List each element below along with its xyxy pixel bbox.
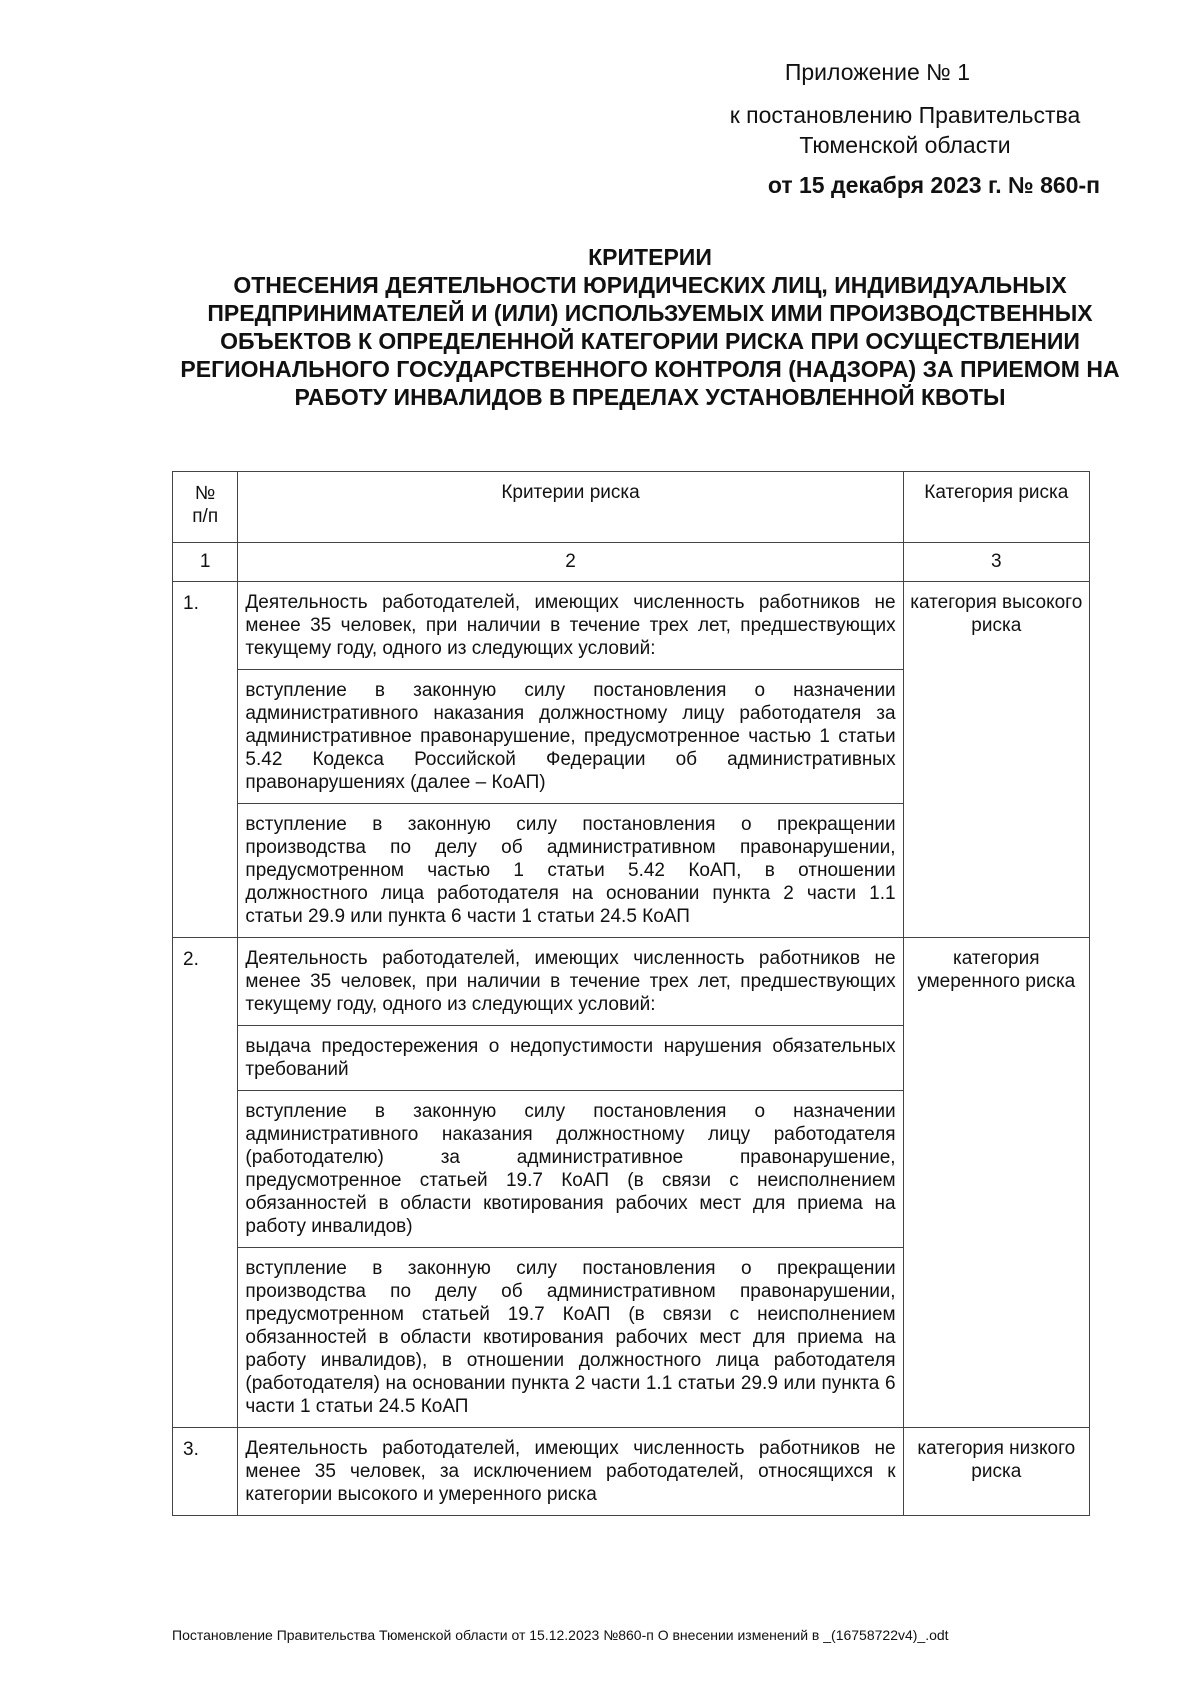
risk-category-cell: категория низкого риска bbox=[903, 1428, 1089, 1516]
table-row bbox=[173, 938, 1090, 1026]
criteria-cell: вступление в законную силу постановления о назначении административного наказания должностному лицу работодателя (работодателю) за административное правонарушение, предусмотренное статьей 19.7 КоАП (в связи с неисполнением обязанностей в области квотирования рабочих мест для приема на работу инвалидов) bbox=[238, 1091, 903, 1248]
document-title bbox=[150, 243, 1150, 411]
column-number-row bbox=[173, 543, 1090, 582]
document-footer: Постановление Правительства Тюменской области от 15.12.2023 №860-п О внесении изменений в _(16758722v4)_.odt bbox=[172, 1627, 949, 1643]
risk-category-cell: категория умеренного риска bbox=[903, 938, 1089, 1428]
criteria-cell: вступление в законную силу постановления о назначении административного наказания должностному лицу работодателя за административное правонарушение, предусмотренное частью 1 статьи 5.42 Кодекса Российской Федерации об административных правонарушениях (далее – КоАП) bbox=[238, 670, 903, 804]
criteria-cell: Деятельность работодателей, имеющих численность работников не менее 35 человек, при наличии в течение трех лет, предшествующих текущему году, одного из следующих условий: bbox=[238, 938, 903, 1026]
title-heading: КРИТЕРИИ bbox=[588, 244, 712, 270]
title-subtitle: ОТНЕСЕНИЯ ДЕЯТЕЛЬНОСТИ ЮРИДИЧЕСКИХ ЛИЦ, ИНДИВИДУАЛЬНЫХ ПРЕДПРИНИМАТЕЛЕЙ И (ИЛИ) ИСПОЛЬЗУЕМЫХ ИМИ ПРОИЗВОДСТВЕННЫХ ОБЪЕКТОВ К ОПРЕДЕЛЕННОЙ КАТЕГОРИИ РИСКА ПРИ ОСУЩЕСТВЛЕНИИ РЕГИОНАЛЬНОГО ГОСУДАРСТВЕННОГО КОНТРОЛЯ (НАДЗОРА) ЗА ПРИЕМОМ НА РАБОТУ ИНВАЛИДОВ В ПРЕДЕЛАХ УСТАНОВЛЕННОЙ КВОТЫ bbox=[180, 272, 1120, 410]
column-number-2: 2 bbox=[238, 543, 903, 582]
header-number-line2: п/п bbox=[192, 506, 219, 527]
row-number: 2. bbox=[173, 938, 238, 1428]
criteria-table bbox=[172, 471, 1090, 1516]
criteria-cell: Деятельность работодателей, имеющих численность работников не менее 35 человек, за исключением работодателей, относящихся к категории высокого и умеренного риска bbox=[238, 1428, 903, 1516]
column-number-1: 1 bbox=[173, 543, 238, 582]
column-number-3: 3 bbox=[903, 543, 1089, 582]
resolution-reference bbox=[680, 100, 1130, 160]
risk-category-cell: категория высокого риска bbox=[903, 582, 1089, 938]
resolution-date-number: от 15 декабря 2023 г. № 860-п bbox=[767, 172, 1100, 198]
criteria-cell: Деятельность работодателей, имеющих численность работников не менее 35 человек, при наличии в течение трех лет, предшествующих текущему году, одного из следующих условий: bbox=[238, 582, 903, 670]
criteria-cell: выдача предостережения о недопустимости нарушения обязательных требований bbox=[238, 1026, 903, 1091]
appendix-label: Приложение № 1 bbox=[784, 59, 970, 85]
resolution-reference-line2: Тюменской области bbox=[799, 132, 1011, 158]
row-number: 1. bbox=[173, 582, 238, 938]
criteria-cell: вступление в законную силу постановления о прекращении производства по делу об административном правонарушении, предусмотренном частью 1 статьи 5.42 КоАП, в отношении должностного лица работодателя на основании пункта 2 части 1.1 статьи 29.9 или пункта 6 части 1 статьи 24.5 КоАП bbox=[238, 804, 903, 938]
table-row bbox=[173, 582, 1090, 670]
resolution-reference-line1: к постановлению Правительства bbox=[729, 102, 1081, 128]
table-header-row bbox=[173, 472, 1090, 543]
criteria-cell: вступление в законную силу постановления о прекращении производства по делу об административном правонарушении, предусмотренном статьей 19.7 КоАП (в связи с неисполнением обязанностей в области квотирования рабочих мест для приема на работу инвалидов), в отношении должностного лица работодателя (работодателя) на основании пункта 2 части 1.1 статьи 29.9 или пункта 6 части 1 статьи 24.5 КоАП bbox=[238, 1248, 903, 1428]
header-number-line1: № bbox=[195, 483, 216, 504]
header-category-cell: Категория риска bbox=[903, 472, 1089, 543]
row-number: 3. bbox=[173, 1428, 238, 1516]
table-row bbox=[173, 1428, 1090, 1516]
header-number-cell bbox=[173, 472, 238, 543]
header-criteria-cell: Критерии риска bbox=[238, 472, 903, 543]
